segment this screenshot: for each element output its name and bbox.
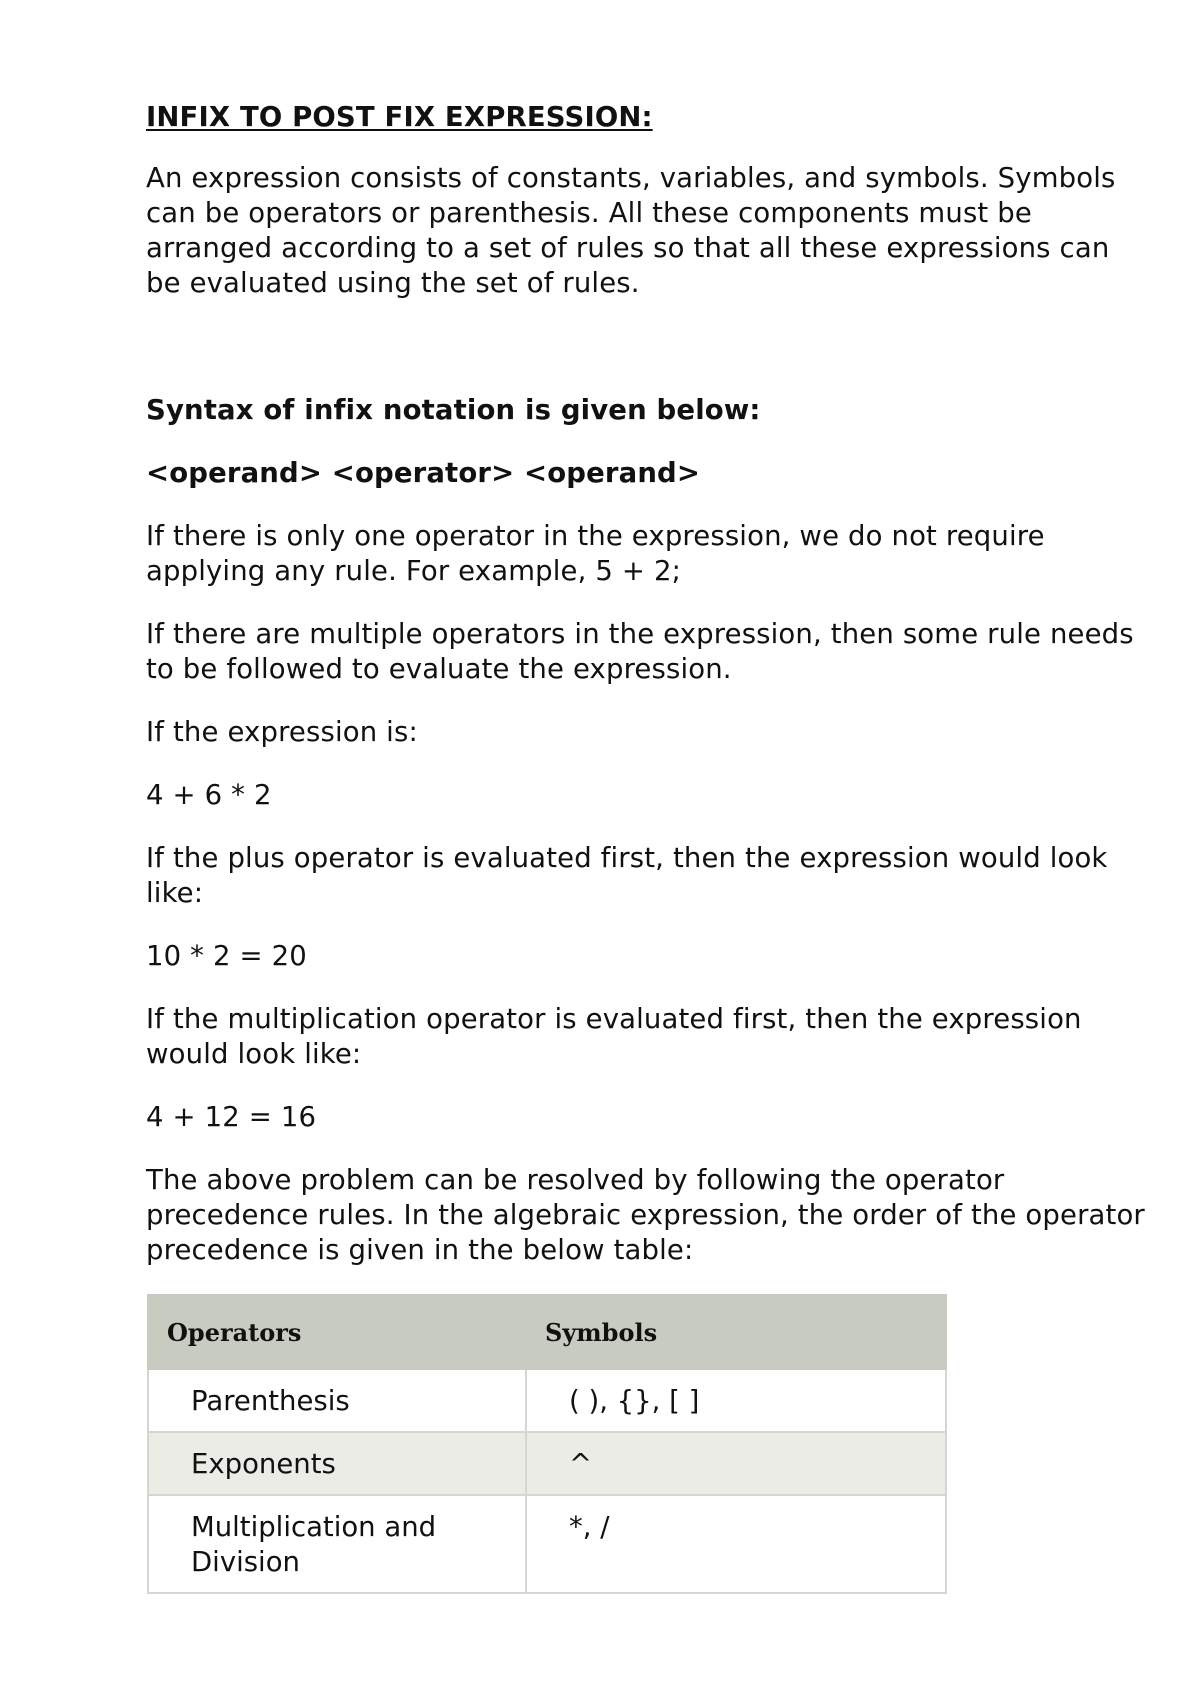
table-row [148, 1495, 946, 1593]
table-row [148, 1369, 946, 1432]
cell-symbols: ( ), {}, [ ] [526, 1369, 946, 1432]
plus-result: 10 * 2 = 20 [146, 940, 307, 972]
expression-example: 4 + 6 * 2 [146, 779, 272, 811]
mult-first-paragraph: If the multiplication operator is evaluated first, then the expression would look like: [146, 1003, 1082, 1070]
cell-operator: Parenthesis [148, 1369, 526, 1432]
document-heading: INFIX TO POST FIX EXPRESSION: [146, 101, 653, 133]
header-operators: Operators [148, 1295, 526, 1369]
document-body [146, 100, 1146, 1296]
cell-symbols: ^ [526, 1432, 946, 1495]
multiple-operators-paragraph: If there are multiple operators in the expression, then some rule needs to be followed to evaluate the expression. [146, 618, 1134, 685]
precedence-paragraph: The above problem can be resolved by following the operator precedence rules. In the algebraic expression, the order of the operator precedence is given in the below table: [146, 1164, 1145, 1266]
one-operator-paragraph: If there is only one operator in the expression, we do not require applying any rule. For example, 5 + 2; [146, 520, 1045, 587]
syntax-heading: Syntax of infix notation is given below: [146, 394, 761, 426]
precedence-table [147, 1294, 947, 1594]
cell-operator: Multiplication and Division [148, 1495, 526, 1593]
intro-paragraph: An expression consists of constants, variables, and symbols. Symbols can be operators or parenthesis. All these components must be arranged according to a set of rules so that all these expressions can be evaluated using the set of rules. [146, 162, 1116, 299]
header-symbols: Symbols [526, 1295, 946, 1369]
mult-result: 4 + 12 = 16 [146, 1101, 317, 1133]
plus-first-paragraph: If the plus operator is evaluated first, then the expression would look like: [146, 842, 1108, 909]
syntax-notation: <operand> <operator> <operand> [146, 457, 701, 489]
if-expression-paragraph: If the expression is: [146, 716, 418, 748]
cell-symbols: *, / [526, 1495, 946, 1593]
table-row [148, 1432, 946, 1495]
cell-operator: Exponents [148, 1432, 526, 1495]
table-header-row [148, 1295, 946, 1369]
